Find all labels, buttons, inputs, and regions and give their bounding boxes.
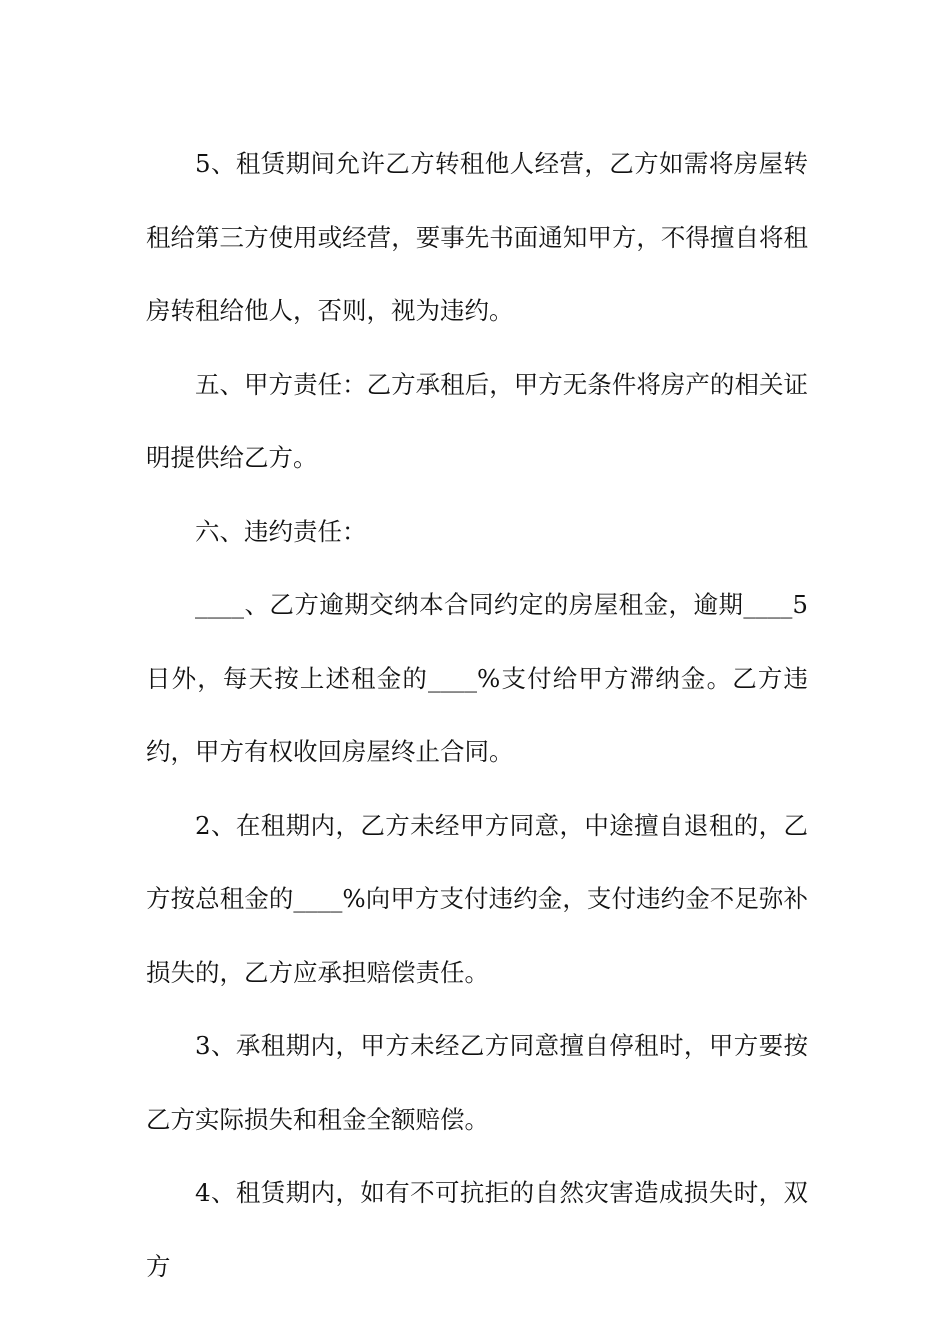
paragraph-late-rent-clause: ____、乙方逾期交纳本合同约定的房屋租金，逾期____5日外，每天按上述租金的____%支付给甲方滞纳金。乙方违约，甲方有权收回房屋终止合同。 xyxy=(146,590,808,766)
paragraph-breach-heading: 六、违约责任： xyxy=(195,516,367,546)
paragraph-sublease-clause: 5、租赁期间允许乙方转租他人经营，乙方如需将房屋转租给第三方使用或经营，要事先书面通知甲方，不得擅自将租房转租给他人，否则，视为违约。 xyxy=(146,149,808,325)
paragraph-party-a-stop-lease-clause: 3、承租期内，甲方未经乙方同意擅自停租时，甲方要按乙方实际损失和租金全额赔偿。 xyxy=(146,1031,808,1134)
document-body xyxy=(146,127,808,1303)
paragraph-party-a-responsibility: 五、甲方责任：乙方承租后，甲方无条件将房产的相关证明提供给乙方。 xyxy=(146,369,808,472)
paragraph-early-termination-clause: 2、在租期内，乙方未经甲方同意，中途擅自退租的，乙方按总租金的____%向甲方支付违约金，支付违约金不足弥补损失的，乙方应承担赔偿责任。 xyxy=(146,810,808,987)
paragraph-force-majeure-clause: 4、租赁期内，如有不可抗拒的自然灾害造成损失时，双方 xyxy=(146,1178,808,1281)
